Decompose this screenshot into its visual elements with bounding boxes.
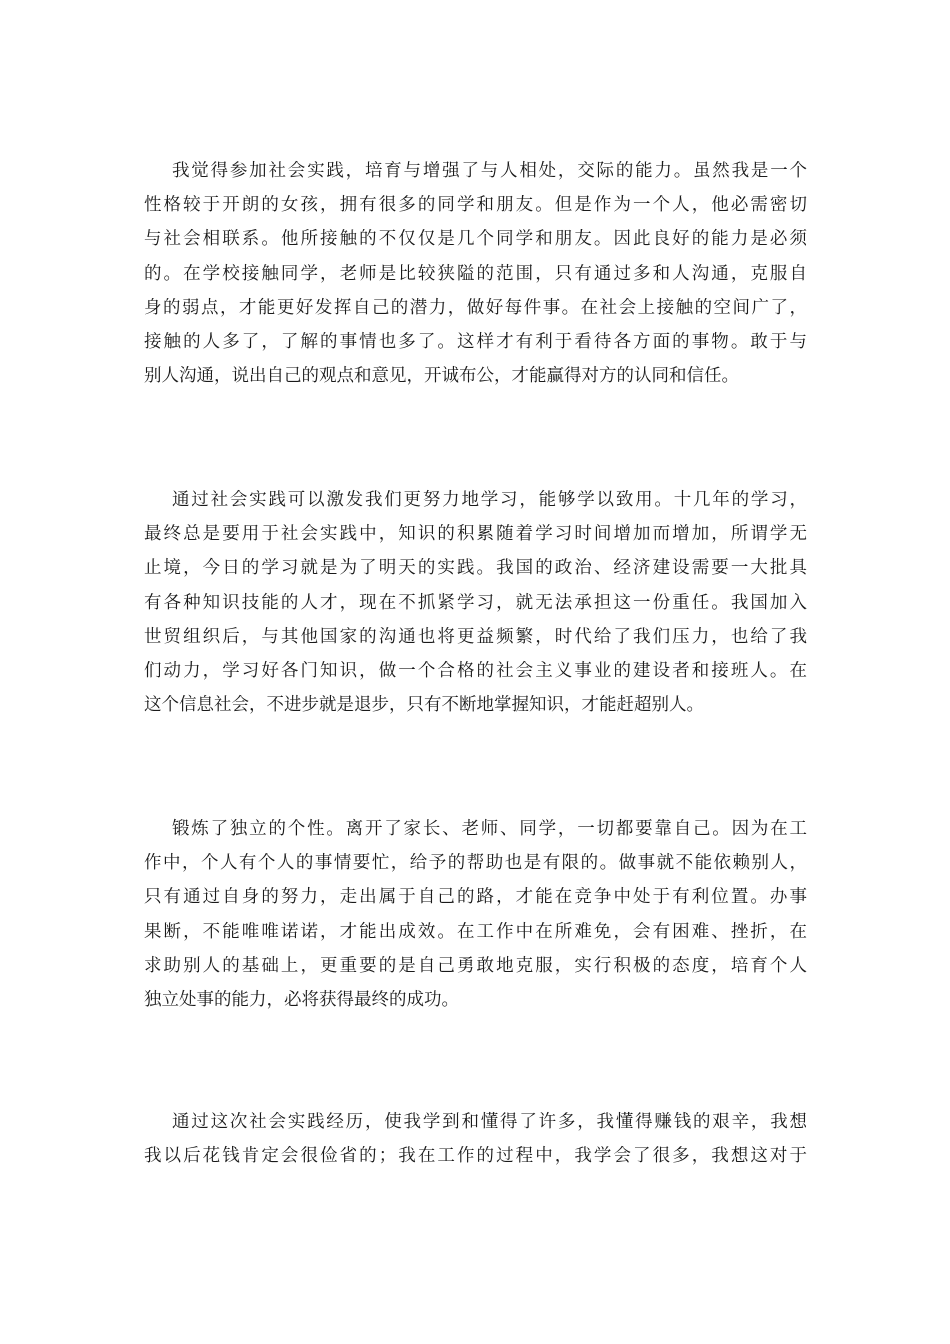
paragraph-line: 我以后花钱肯定会很俭省的；我在工作的过程中，我学会了很多，我想这对于 [144,1146,807,1167]
paragraph-line: 求助别人的基础上，更重要的是自己勇敢地克服，实行积极的态度，培育个人 [144,955,807,976]
paragraph-line: 与社会相联系。他所接触的不仅仅是几个同学和朋友。因此良好的能力是必须 [144,229,807,250]
paragraph-line: 的。在学校接触同学，老师是比较狭隘的范围，只有通过多和人沟通，克服自 [144,263,807,284]
paragraph-line: 作中，个人有个人的事情要忙，给予的帮助也是有限的。做事就不能依赖别人， [144,853,807,874]
paragraph-line: 接触的人多了，了解的事情也多了。这样才有利于看待各方面的事物。敢于与 [144,331,807,352]
paragraph-experience [144,1105,807,1173]
paragraph-line: 只有通过自身的努力，走出属于自己的路，才能在竞争中处于有利位置。办事 [144,887,807,908]
paragraph-line: 这个信息社会，不进步就是退步，只有不断地掌握知识，才能赶超别人。 [144,695,704,716]
paragraph-line: 别人沟通，说出自己的观点和意见，开诚布公，才能赢得对方的认同和信任。 [144,366,739,387]
paragraph-line: 果断，不能唯唯诺诺，才能出成效。在工作中在所难免，会有困难、挫折，在 [144,921,807,942]
paragraph-line: 有各种知识技能的人才，现在不抓紧学习，就无法承担这一份重任。我国加入 [144,592,807,613]
paragraph-study-motivation [144,483,807,722]
paragraph-line: 锻炼了独立的个性。离开了家长、老师、同学，一切都要靠自己。因为在工 [172,819,807,839]
paragraph-line: 止境，今日的学习就是为了明天的实践。我国的政治、经济建设需要一大批具 [144,558,807,579]
paragraph-line: 世贸组织后，与其他国家的沟通也将更益频繁，时代给了我们压力，也给了我 [144,626,807,647]
paragraph-line: 最终总是要用于社会实践中，知识的积累随着学习时间增加而增加，所谓学无 [144,524,807,545]
paragraph-line: 身的弱点，才能更好发挥自己的潜力，做好每件事。在社会上接触的空间广了， [144,297,807,318]
paragraph-social-skills [144,154,807,393]
paragraph-line: 通过这次社会实践经历，使我学到和懂得了许多，我懂得赚钱的艰辛，我想 [172,1112,807,1132]
paragraph-line: 独立处事的能力，必将获得最终的成功。 [144,989,459,1010]
paragraph-line: 性格较于开朗的女孩，拥有很多的同学和朋友。但是作为一个人，他必需密切 [144,195,807,216]
paragraph-independence [144,812,807,1017]
paragraph-line: 们动力，学习好各门知识，做一个合格的社会主义事业的建设者和接班人。在 [144,660,807,681]
paragraph-line: 通过社会实践可以激发我们更努力地学习，能够学以致用。十几年的学习， [172,490,807,510]
paragraph-line: 我觉得参加社会实践，培育与增强了与人相处，交际的能力。虽然我是一个 [172,161,807,181]
